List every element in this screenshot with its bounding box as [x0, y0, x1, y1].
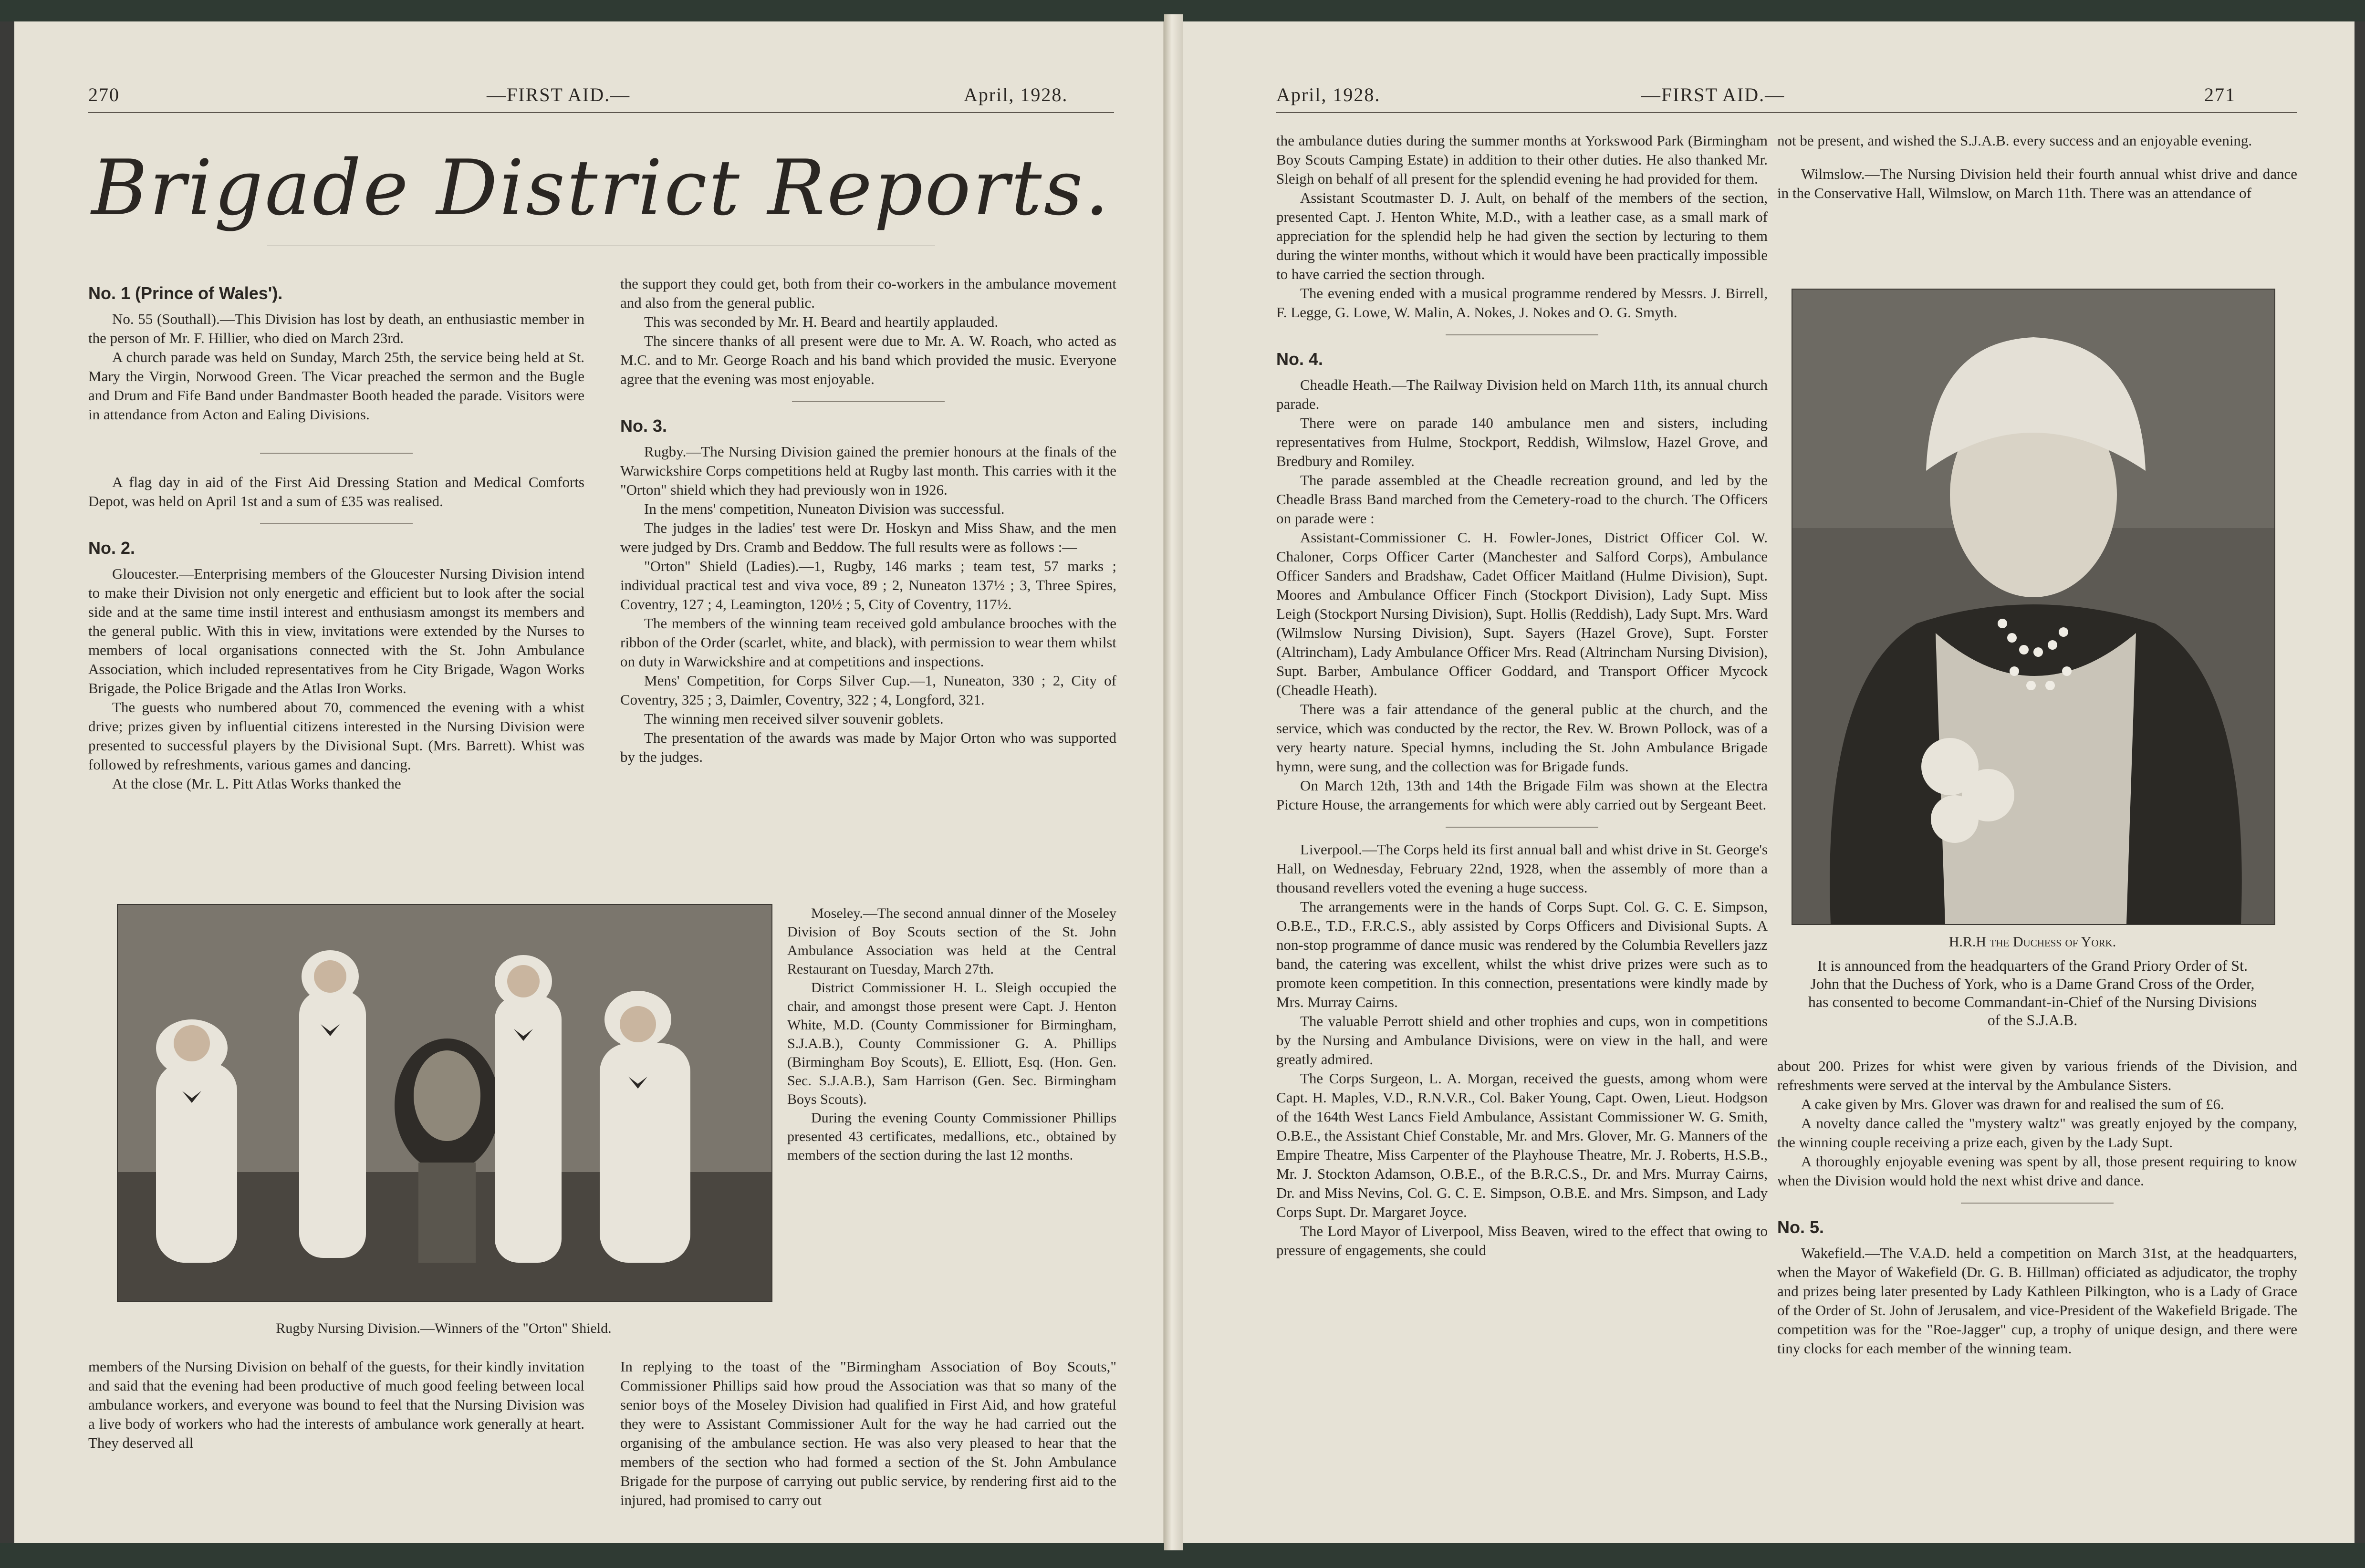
paragraph: The winning men received silver souvenir goblets. [644, 710, 944, 727]
separator [1446, 827, 1598, 828]
paragraph: "Orton" Shield (Ladies).—1, Rugby, 146 marks ; team test, 57 marks ; individual practical test and viva voce, 89 ; 2, Nuneaton 137½ ; 3, Three Spires, Coventry, 127 ; 4, Leamington, 120½ ; 5, City of Coventry, 117½. [620, 558, 1116, 613]
portrait-figure [1792, 290, 2274, 924]
issue-date: April, 1928. [1276, 84, 1381, 105]
left-bottom-column-1 [88, 1357, 584, 1453]
paragraph: Assistant-Commissioner C. H. Fowler-Jones, District Officer Col. W. Chaloner, Corps Officer Carter (Manchester and Salford Corps), Ambulance Officer Sanders and Bradshaw, Cadet Officer Maitland (Hulme Division), Supt. Moores and Ambulance Officer Finch (Stockport Division), Lady Supt. Miss Leigh (Stockport Nursing Division), Supt. Hollis (Reddish), Lady Supt. Mrs. Ward (Wilmslow Nursing Division), Supt. Sayers (Hazel Grove), Supt. Forster (Altrincham), Lady Ambulance Officer Mrs. Read (Altrincham Nursing Division), Supt. Barber, Ambulance Officer Goddard, and Transport Officer Mycock (Cheadle Heath). [1276, 529, 1768, 698]
left-column-1 [88, 270, 584, 793]
duchess-of-york-portrait [1792, 289, 2275, 925]
paragraph: members of the Nursing Division on behalf of the guests, for their kindly invitation and said that the evening had been productive of much good feeling between local ambulance workers, and everyone was bound to feel that the Nursing Division was a live body of workers who had the interests of ambulance work generally at heart. They deserved all [88, 1358, 584, 1451]
section-heading: No. 3. [620, 416, 667, 436]
main-title: Brigade District Reports. [91, 143, 1111, 232]
paragraph: No. 55 (Southall).—This Division has lost by death, an enthusiastic member in the person of Mr. F. Hillier, who died on March 23rd. [88, 311, 584, 346]
paragraph: the ambulance duties during the summer months at Yorkswood Park (Birmingham Boy Scouts Camping Estate) in addition to their other duties. He also thanked Mr. Sleigh on behalf of all present for the splendid evening he had provided for them. [1276, 132, 1768, 187]
section-heading: No. 4. [1276, 349, 1323, 369]
paragraph: A thoroughly enjoyable evening was spent by all, those present requiring to know when the Division would hold the next whist drive and dance. [1777, 1153, 2297, 1189]
paragraph: about 200. Prizes for whist were given by various friends of the Division, and refreshments were served at the interval by the Ambulance Sisters. [1777, 1058, 2297, 1093]
book-gutter [1164, 14, 1183, 1550]
paragraph: In the mens' competition, Nuneaton Division was successful. [644, 500, 1005, 517]
section-heading: No. 1 (Prince of Wales'). [88, 283, 283, 303]
photo-figures [118, 905, 771, 1301]
left-column-2 [620, 274, 1116, 767]
journal-title: —FIRST AID.— [487, 84, 631, 105]
portrait-caption-title: H.R.H the Duchess of York. [1948, 934, 2116, 950]
paragraph: This was seconded by Mr. H. Beard and heartily applauded. [644, 313, 999, 330]
journal-title: —FIRST AID.— [1641, 84, 1785, 105]
moseley-column [787, 904, 1116, 1164]
paragraph: District Commissioner H. L. Sleigh occupied the chair, and amongst those present were Capt. J. Henton White, M.D. (County Commissioner for Birmingham, S.J.A.B.), County Commissioner G. A. Phillips (Birmingham Boy Scouts), E. Elliott, Esq. (Hon. Gen. Sec. S.J.A.B.), Sam Harrison (Gen. Sec. Birmingham Boys Scouts). [787, 980, 1116, 1107]
paragraph: not be present, and wished the S.J.A.B. every success and an enjoyable evening. [1777, 132, 2252, 149]
portrait-caption-text: It is announced from the headquarters of the Grand Priory Order of St. John that the Duchess of York, who is a Dame Grand Cross of the Order, has consented to become Commandant-in-Chief of the Nursing Divisions of the S.J.A.B. [1808, 957, 2257, 1028]
paragraph: The sincere thanks of all present were due to Mr. A. W. Roach, who acted as M.C. and to Mr. George Roach and his band which provided the music. Everyone agree that the evening was most enjoyable. [620, 332, 1116, 387]
right-page [1183, 21, 2355, 1543]
separator [260, 523, 413, 524]
separator [260, 453, 413, 454]
paragraph: A church parade was held on Sunday, March 25th, the service being held at St. Mary the Virgin, Norwood Green. The Vicar preached the sermon and the Bugle and Drum and Fife Band under Bandmaster Booth headed the parade. Visitors were in attendance from Acton and Ealing Divisions. [88, 349, 584, 423]
issue-date: April, 1928. [964, 84, 1068, 105]
paragraph: The arrangements were in the hands of Corps Supt. Col. G. C. E. Simpson, O.B.E., T.D., F.R.C.S., ably assisted by Corps Officers and Divisional Supts. A non-stop programme of dance music was rendered by the Columbia Revellers jazz band, the catering was excellent, whilst the whist drive prizes were such as to promote keen competition. In this connection, presentations were kindly made by Mrs. Murray Cairns. [1276, 898, 1768, 1010]
header-rule [1276, 112, 2297, 113]
paragraph: Assistant Scoutmaster D. J. Ault, on behalf of the members of the section, presented Capt. J. Henton White, M.D., with a leather case, as a small mark of appreciation for the splendid help he had given the section by lecturing to them during the winter months, without which it would have been practically impossible to have carried the section through. [1276, 189, 1768, 282]
paragraph: The Lord Mayor of Liverpool, Miss Beaven, wired to the effect that owing to pressure of engagements, she could [1276, 1223, 1768, 1258]
paragraph: Liverpool.—The Corps held its first annual ball and whist drive in St. George's Hall, on Wednesday, February 22nd, 1928, when the assembly of more than a thousand revellers voted the evening a huge success. [1276, 841, 1768, 896]
paragraph: Mens' Competition, for Corps Silver Cup.—1, Nuneaton, 330 ; 2, City of Coventry, 325 ; 3, Daimler, Coventry, 322 ; 4, Longford, 321. [620, 672, 1116, 708]
paragraph: Gloucester.—Enterprising members of the Gloucester Nursing Division intend to make their Division not only energetic and efficient but to look after the social side and at the same time instil interest and enthusiasm amongst its members and the general public. With this in view, invitations were extended by the Nurses to members of local organisations connected with the St. John Ambulance Association, which included representatives from he City Brigade, Wagon Works Brigade, the Police Brigade and the Atlas Iron Works. [88, 565, 584, 696]
separator [792, 401, 945, 402]
section-heading: No. 2. [88, 538, 135, 558]
paragraph: The guests who numbered about 70, commenced the evening with a whist drive; prizes given by influential citizens interested in the Nursing Division were presented to successful players by the Divisional Supt. (Mrs. Barrett). Whist was followed by refreshments, various games and dancing. [88, 699, 584, 773]
paragraph: The valuable Perrott shield and other trophies and cups, won in competitions by the Nursing and Ambulance Divisions, were on view in the hall, and were greatly admired. [1276, 1013, 1768, 1068]
photo-caption: Rugby Nursing Division.—Winners of the "Orton" Shield. [276, 1320, 612, 1336]
paragraph: The parade assembled at the Cheadle recreation ground, and led by the Cheadle Brass Band marched from the Cemetery-road to the church. The Officers on parade were : [1276, 472, 1768, 527]
paragraph: A novelty dance called the "mystery waltz" was greatly enjoyed by the company, the winning couple receiving a prize each, given by the Lady Supt. [1777, 1115, 2297, 1151]
separator [1446, 334, 1598, 335]
right-column-2-top [1777, 131, 2297, 203]
paragraph: Moseley.—The second annual dinner of the Moseley Division of Boy Scouts section of the St. John Ambulance Association was held at the Central Restaurant on Tuesday, March 27th. [787, 905, 1116, 977]
paragraph: Cheadle Heath.—The Railway Division held on March 11th, its annual church parade. [1276, 376, 1768, 412]
paragraph: On March 12th, 13th and 14th the Brigade Film was shown at the Electra Picture House, the arrangements for which were ably carried out by Sergeant Beet. [1276, 777, 1768, 813]
separator [1961, 1203, 2114, 1204]
paragraph: There was a fair attendance of the general public at the church, and the service, which was conducted by the rector, the Rev. W. Brown Pollock, was of a very hearty nature. Special hymns, including the St. John Ambulance Brigade hymn, were sung, and the collection was for Brigade funds. [1276, 701, 1768, 775]
paragraph: Rugby.—The Nursing Division gained the premier honours at the finals of the Warwickshire Corps competitions held at Rugby last month. This carries with it the "Orton" shield which they had previously won in 1926. [620, 443, 1116, 498]
paragraph: At the close (Mr. L. Pitt Atlas Works thanked the [112, 775, 401, 792]
paragraph: The evening ended with a musical programme rendered by Messrs. J. Birrell, F. Legge, G. Lowe, W. Malin, A. Nokes, J. Nokes and O. G. Smyth. [1276, 285, 1768, 321]
paragraph: Wilmslow.—The Nursing Division held their fourth annual whist drive and dance in the Conservative Hall, Wilmslow, on March 11th. There was an attendance of [1777, 166, 2297, 201]
paragraph: The members of the winning team received gold ambulance brooches with the ribbon of the Order (scarlet, white, and black), with permission to wear them whilst on duty in Warwickshire and at competitions and inspections. [620, 615, 1116, 670]
left-bottom-column-2 [620, 1357, 1116, 1510]
rugby-nursing-division-photo [117, 904, 772, 1302]
section-heading: No. 5. [1777, 1217, 1824, 1237]
page-number: 271 [2204, 84, 2236, 105]
paragraph: In replying to the toast of the "Birmingham Association of Boy Scouts," Commissioner Phillips said how proud the Association was that so many of the senior boys of the Moseley Division had qualified in First Aid, and how grateful they were to Assistant Commissioner Ault for the way he had carried out the organising of the ambulance section. He was also very pleased to hear that the members of the section who had formed a section of the St. John Ambulance Brigade for the purpose of carrying out public service, by rendering first aid to the injured, had promised to carry out [620, 1358, 1116, 1508]
paragraph: Wakefield.—The V.A.D. held a competition on March 31st, at the headquarters, when the Mayor of Wakefield (Dr. G. B. Hillman) officiated as adjudicator, the trophy and prizes being later presented by Lady Kathleen Pilkington, who is a Lady of Grace of the Order of St. John of Jerusalem, and vice-President of the Wakefield Brigade. The competition was for the "Roe-Jagger" cup, a trophy of unique design, and there were tiny clocks for each member of the winning team. [1777, 1245, 2297, 1357]
paragraph: A flag day in aid of the First Aid Dressing Station and Medical Comforts Depot, was held on April 1st and a sum of £35 was realised. [88, 474, 584, 509]
header-rule [88, 112, 1114, 113]
right-column-2-bottom [1777, 1057, 2297, 1358]
paragraph: A cake given by Mrs. Glover was drawn for and realised the sum of £6. [1801, 1096, 2224, 1112]
right-column-1 [1276, 131, 1768, 1260]
paragraph: the support they could get, both from their co-workers in the ambulance movement and also from the general public. [620, 275, 1116, 311]
page-number: 270 [88, 84, 120, 105]
left-page [14, 21, 1164, 1543]
paragraph: During the evening County Commissioner Phillips presented 43 certificates, medallions, etc., obtained by members of the section during the last 12 months. [787, 1110, 1116, 1163]
paragraph: The presentation of the awards was made by Major Orton who was supported by the judges. [620, 729, 1116, 765]
paragraph: The Corps Surgeon, L. A. Morgan, received the guests, among whom were Capt. H. Maples, V.D., R.N.V.R., Col. Baker Young, Capt. Owen, Lieut. Hodgson of the 164th West Lancs Field Ambulance, Assistant Commissioner W. G. Smith, O.B.E., the Assistant Chief Constable, Mr. and Mrs. Glover, Mr. G. Manners of the Empire Theatre, Miss Carpenter of the Playhouse Theatre, Mr. J. Roberts, H.S.B., Mr. J. Stockton Adamson, O.B.E., of the B.R.C.S., Dr. and Mrs. Murray Cairns, Dr. and Miss Nevins, Col. G. C. E. Simpson, O.B.E. and Mrs. Simpson, and Lady Corps Supt. Dr. Margaret Joyce. [1276, 1070, 1768, 1220]
paragraph: The judges in the ladies' test were Dr. Hoskyn and Miss Shaw, and the men were judged by Drs. Cramb and Beddow. The full results were as follows :— [620, 519, 1116, 555]
paragraph: There were on parade 140 ambulance men and sisters, including representatives from Hulme, Stockport, Reddish, Wilmslow, Hazel Grove, and Bredbury and Romiley. [1276, 415, 1768, 469]
